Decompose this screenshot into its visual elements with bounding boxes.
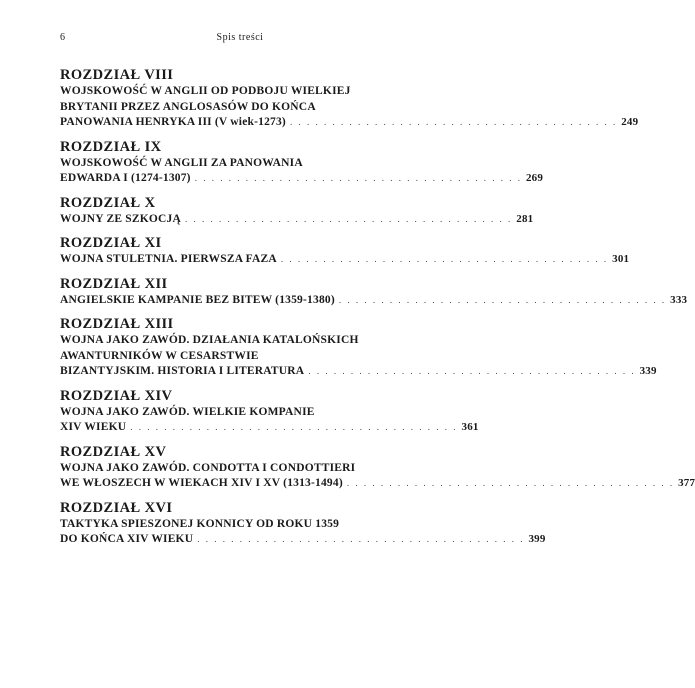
- toc-entry: [60, 138, 544, 187]
- chapter-heading: ROZDZIAŁ X: [60, 194, 156, 211]
- toc-entry: [60, 387, 479, 436]
- chapter-title-last-line: [60, 252, 630, 268]
- page-reference: 301: [612, 253, 630, 265]
- page-reference: 269: [525, 172, 544, 184]
- running-title: Spis treści: [216, 32, 264, 43]
- chapter-title-last-line: [60, 532, 546, 548]
- chapter-title-last-line: [60, 115, 639, 131]
- page-reference: 399: [528, 533, 546, 545]
- chapter-title-last-line: [60, 293, 688, 309]
- chapter-title-line: WOJNA JAKO ZAWÓD. WIELKIE KOMPANIE: [60, 405, 315, 418]
- toc-entry: [60, 275, 688, 309]
- chapter-heading: ROZDZIAŁ XIV: [60, 387, 173, 404]
- chapter-title-line: WOJSKOWOŚĆ W ANGLII ZA PANOWANIA: [60, 156, 303, 169]
- page-reference: 281: [516, 212, 534, 225]
- chapter-title-last-line: [60, 420, 479, 436]
- chapter-heading: ROZDZIAŁ XI: [60, 235, 162, 251]
- chapter-title-line: WOJSKOWOŚĆ W ANGLII OD PODBOJU WIELKIEJ: [60, 85, 351, 97]
- chapter-title-text: WOJNY ZE SZKOCJĄ: [60, 212, 181, 225]
- chapter-title-text: EDWARDA I (1274-1307): [60, 172, 191, 184]
- toc-entry: [60, 194, 534, 228]
- dot-leader: . . . . . . . . . . . . . . . . . . . . . . . . . . . . . . . . . . . . . . .: [338, 294, 667, 305]
- chapter-heading: ROZDZIAŁ IX: [60, 138, 162, 155]
- chapter-title-last-line: [60, 476, 695, 492]
- dot-leader: . . . . . . . . . . . . . . . . . . . . . . . . . . . . . . . . . . . . . . .: [185, 213, 513, 224]
- page-number: 6: [60, 32, 66, 43]
- chapter-title-text: WOJNA STULETNIA. PIERWSZA FAZA: [60, 253, 277, 265]
- chapter-heading: ROZDZIAŁ VIII: [60, 67, 174, 83]
- chapter-title-line: AWANTURNIKÓW W CESARSTWIE: [60, 349, 259, 362]
- chapter-title-line: WOJNA JAKO ZAWÓD. CONDOTTA I CONDOTTIERI: [60, 461, 356, 474]
- dot-leader: . . . . . . . . . . . . . . . . . . . . . . . . . . . . . . . . . . . . . . .: [289, 117, 618, 127]
- chapter-heading: ROZDZIAŁ XII: [60, 275, 168, 292]
- chapter-title-text: XIV WIEKU: [60, 421, 127, 433]
- chapter-title-text: ANGIELSKIE KAMPANIE BEZ BITEW (1359-1380): [60, 293, 335, 306]
- toc-entry: [60, 234, 630, 268]
- chapter-heading: ROZDZIAŁ XIII: [60, 316, 174, 332]
- dot-leader: . . . . . . . . . . . . . . . . . . . . . . . . . . . . . . . . . . . . . . .: [308, 366, 636, 376]
- toc-entry: [60, 315, 657, 380]
- dot-leader: . . . . . . . . . . . . . . . . . . . . . . . . . . . . . . . . . . . . . . .: [130, 422, 458, 432]
- chapter-title-last-line: [60, 364, 657, 380]
- toc-entry: [60, 66, 639, 131]
- chapter-title-line: TAKTYKA SPIESZONEJ KONNICY OD ROKU 1359: [60, 517, 340, 530]
- chapter-heading: ROZDZIAŁ XVI: [60, 499, 173, 516]
- dot-leader: . . . . . . . . . . . . . . . . . . . . . . . . . . . . . . . . . . . . . . .: [280, 254, 609, 264]
- chapter-title-last-line: [60, 171, 544, 187]
- chapter-title-line: BRYTANII PRZEZ ANGLOSASÓW DO KOŃCA: [60, 100, 316, 113]
- chapter-heading: ROZDZIAŁ XV: [60, 443, 167, 460]
- page-reference: 249: [621, 116, 639, 128]
- chapter-title-text: DO KOŃCA XIV WIEKU: [60, 533, 194, 545]
- page-reference: 333: [670, 293, 688, 306]
- chapter-title-text: BIZANTYJSKIM. HISTORIA I LITERATURA: [60, 365, 305, 377]
- chapter-title-text: PANOWANIA HENRYKA III (V wiek-1273): [60, 116, 286, 128]
- page-reference: 339: [639, 365, 657, 377]
- table-of-contents: [60, 66, 695, 555]
- toc-entry: [60, 499, 546, 548]
- dot-leader: . . . . . . . . . . . . . . . . . . . . . . . . . . . . . . . . . . . . . . .: [346, 478, 675, 488]
- chapter-title-last-line: [60, 212, 534, 228]
- dot-leader: . . . . . . . . . . . . . . . . . . . . . . . . . . . . . . . . . . . . . . .: [194, 173, 522, 183]
- page-reference: 377: [678, 477, 695, 489]
- dot-leader: . . . . . . . . . . . . . . . . . . . . . . . . . . . . . . . . . . . . . . .: [197, 534, 525, 544]
- page-header: [60, 32, 420, 46]
- toc-entry: [60, 443, 695, 492]
- chapter-title-line: WOJNA JAKO ZAWÓD. DZIAŁANIA KATALOŃSKICH: [60, 334, 359, 346]
- page-reference: 361: [461, 421, 479, 433]
- chapter-title-text: WE WŁOSZECH W WIEKACH XIV I XV (1313-1494): [60, 477, 343, 489]
